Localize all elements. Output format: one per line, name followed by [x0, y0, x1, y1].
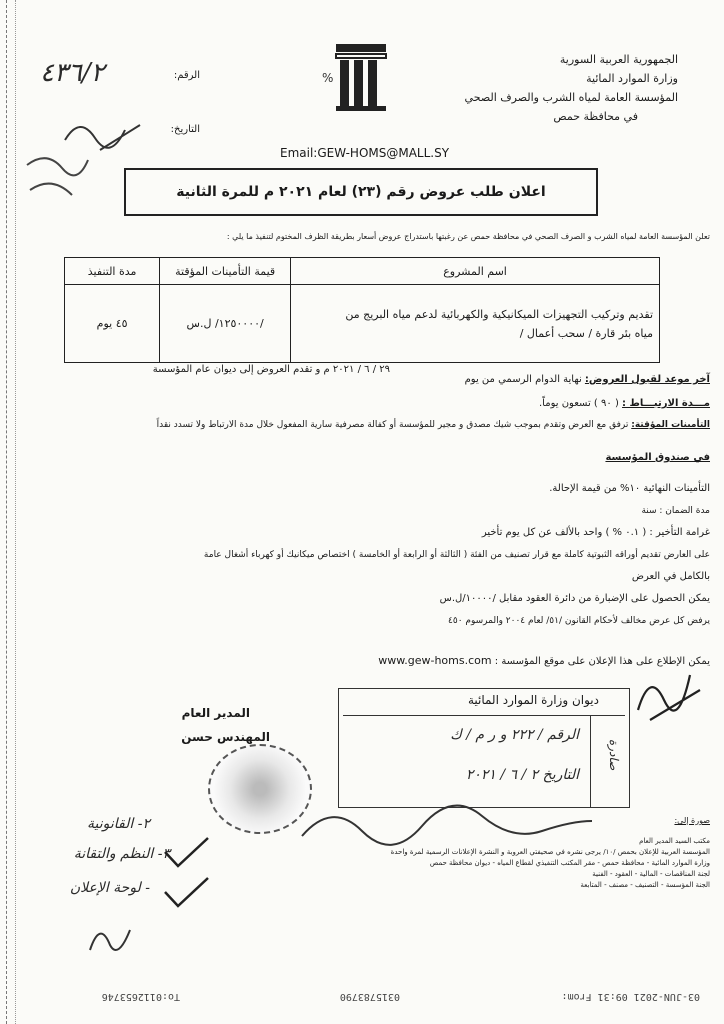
stamp-date: التاريخ ٢ / ٦ / ٢٠٢١ — [465, 767, 579, 783]
header-project-name: اسم المشروع — [291, 258, 660, 285]
condition-guarantee: مدة الضمان : سنة — [641, 506, 710, 516]
distribution-item: الجنة المؤسسة - التصنيف - مصنف - المتابعة — [580, 881, 710, 889]
date-label: التاريخ: — [170, 124, 200, 135]
deadline-text: نهاية الدوام الرسمي من يوم — [464, 374, 582, 385]
handwritten-number: ٤٣٦/٢ — [40, 58, 105, 88]
fax-footer-middle: 0315783790 — [339, 991, 400, 1002]
handwritten-note-3: - لوحة الإعلان — [69, 880, 150, 896]
deadline-row — [60, 374, 710, 385]
distribution-item: وزارة الموارد المائية - محافظة حمص - مقر المكتب التنفيذي لقطاع المياه - ديوان محافظة حمص — [429, 859, 710, 867]
fax-footer-from: 03-JUN-2021 09:31 From: — [561, 991, 700, 1002]
signatory-name: المهندس حسن — [181, 730, 270, 744]
condition-complete: بالكامل في العرض — [631, 571, 710, 582]
distribution-heading: صورة إلى: — [674, 816, 710, 825]
stamp-number: الرقم / ٢٢٢ و ر م / ك — [450, 727, 579, 743]
governorate-name: في محافظة حمص — [553, 110, 638, 123]
margin-scribble — [22, 150, 92, 210]
stamp-office: ديوان وزارة الموارد المائية — [467, 693, 599, 707]
condition-dossier: يمكن الحصول على الإضبارة من دائرة العقود مقابل /١٠٠٠٠/ل.س — [439, 593, 710, 604]
establishment-name: المؤسسة العامة لمياه الشرب والصرف الصحي — [464, 91, 678, 104]
distribution-item: المؤسسة العربية للإعلان بحمص /١٠/ يرجى نشره في صحيفتي العروبة و النشرة الإعلانات الرسمية لمرة واحدة — [390, 848, 710, 856]
conditions-list — [20, 478, 710, 632]
svg-text:%: % — [322, 71, 334, 85]
ministry-logo — [318, 42, 390, 112]
project-line-1: تقديم وتركيب التجهيزات الميكانيكية والكهربائية لدعم مياه البريج من — [345, 307, 653, 321]
commitment-text: ( ٩٠ ) تسعون يوماً. — [539, 398, 619, 409]
republic-name: الجمهورية العربية السورية — [559, 53, 678, 66]
website-url: www.gew-homs.com — [378, 654, 492, 667]
handwritten-checkmarks — [160, 832, 220, 922]
distribution-item: لجنة المناقصات - المالية - العقود - الفنية — [592, 870, 710, 878]
temp-insurance-label: التأمينات المؤقتة: — [631, 420, 710, 430]
signatory-title: المدير العام — [181, 706, 250, 720]
notice-title: اعلان طلب عروض رقم (٢٣) لعام ٢٠٢١ م للمرة الثانية — [176, 184, 546, 200]
handwritten-note-2: ٣- النظم والتقانة — [73, 846, 170, 862]
stamp-side: صادرة — [607, 739, 621, 771]
fund-line: في صندوق المؤسسة — [605, 452, 710, 463]
email: Email:GEW-HOMS@MALL.SY — [280, 146, 450, 160]
deadline-label: آخر موعد لقبول العروض: — [584, 374, 710, 385]
fax-footer-to: To:0112653746 — [101, 991, 180, 1002]
condition-classification: على العارض تقديم أوراقه الثبوتية كاملة مع قرار تصنيف من الفئة ( الثالثة أو الرابعة أو الخامسة ) اختصاص ميكانيك أو كهرباء أشغال عامة — [203, 550, 710, 560]
project-line-2: مياه بئر قارة / سحب أعمال / — [519, 326, 653, 340]
insurance-cell: /١٢٥٠٠٠٠/ ل.س — [160, 285, 291, 363]
temp-insurance-text: ترفق مع العرض وتقدم بموجب شيك مصدق و مجير للمؤسسة أو كفالة مصرفية سارية المفعول خلال مدة الارتباط ولا تسدد نقداً — [156, 420, 629, 430]
condition-final-insurance: التأمينات النهائية ١٠% من قيمة الإحالة. — [549, 483, 710, 494]
deadline-date: ٢٩ / ٦ / ٢٠٢١ م و تقدم العروض إلى ديوان عام المؤسسة — [152, 364, 390, 375]
incoming-stamp — [338, 688, 630, 808]
commitment-row — [60, 398, 710, 409]
fax-footer — [20, 988, 700, 1002]
director-signature — [630, 660, 710, 730]
fax-edge — [6, 0, 16, 1024]
website-row — [20, 654, 710, 667]
intro-text: تعلن المؤسسة العامة لمياه الشرب و الصرف الصحي في محافظة حمص عن رغبتها باستدراج عروض أسعار بطريقة الظرف المختوم لتنفيذ ما يلي : — [226, 232, 710, 241]
project-table — [64, 257, 660, 363]
header-duration: مدة التنفيذ — [65, 258, 160, 285]
handwritten-initials — [80, 910, 140, 970]
ministry-name: وزارة الموارد المائية — [586, 72, 678, 85]
project-cell — [291, 285, 660, 363]
duration-cell: ٤٥ يوم — [65, 285, 160, 363]
temp-insurance-row — [20, 420, 710, 430]
number-label: الرقم: — [173, 70, 200, 81]
distribution-item: مكتب السيد المدير العام — [639, 837, 710, 845]
condition-penalty: غرامة التأخير : ( ٠.١ % ) واحد بالألف عن كل يوم تأخير — [481, 527, 710, 538]
header-block — [448, 50, 678, 126]
header-insurance: قيمة التأمينات المؤقتة — [160, 258, 291, 285]
handwritten-note-1: ٢- القانونية — [87, 816, 150, 832]
commitment-label: مـــدة الارتبـــاط : — [622, 398, 710, 409]
condition-law: يرفض كل عرض مخالف لأحكام القانون /٥١/ لعام ٢٠٠٤ والمرسوم ٤٥٠ — [448, 616, 710, 626]
title-box — [124, 168, 598, 216]
website-text: يمكن الإطلاع على هذا الإعلان على موقع المؤسسة : — [494, 656, 710, 667]
